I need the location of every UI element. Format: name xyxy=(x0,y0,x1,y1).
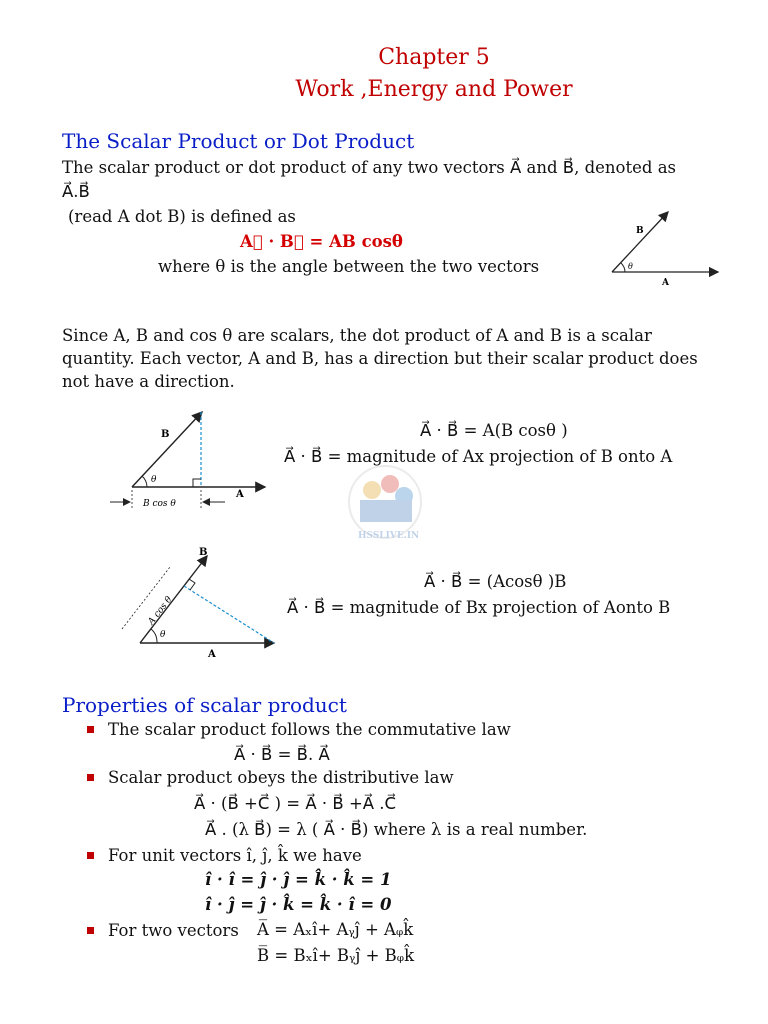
equation-1a: A⃗ · B⃗ = A(B cosθ ) xyxy=(420,421,568,440)
definition-line-3: (read A dot B) is defined as xyxy=(68,207,296,226)
projection-b-onto-a-label-theta: θ xyxy=(151,475,157,485)
property-two-vectors: For two vectors xyxy=(108,921,239,940)
projection-b-onto-a-label-b: B xyxy=(161,429,170,440)
property-commutative: The scalar product follows the commutative law xyxy=(108,720,511,739)
definition-line-4: where θ is the angle between the two vectors xyxy=(158,257,540,276)
property-distributive-equation-1: A⃗ · (B⃗ +C⃗ ) = A⃗ · B⃗ +A⃗ .C⃗ xyxy=(194,794,397,813)
bullet-2 xyxy=(87,774,94,781)
property-commutative-equation: A⃗ · B⃗ = B⃗. A⃗ xyxy=(234,745,330,764)
chapter-title: Chapter 5 xyxy=(378,45,490,70)
definition-line-2: A⃗.B⃗ xyxy=(62,182,90,201)
two-vectors-equation-a: A̅ = Aₓı̂+ Aᵧȷ̂ + Aᵩk̂ xyxy=(257,920,414,939)
section-heading-dot-product: The Scalar Product or Dot Product xyxy=(62,129,415,153)
definition-line-1: The scalar product or dot product of any two vectors A⃗ and B⃗, denoted as xyxy=(62,158,676,177)
angle-diagram-label-theta: θ xyxy=(628,262,633,271)
chapter-subtitle: Work ,Energy and Power xyxy=(295,77,573,102)
unit-vectors-equation-2: ı̂ · ȷ̂ = ȷ̂ · k̂ = k̂ · ı̂ = 0 xyxy=(205,895,392,914)
projection-a-onto-b-label-theta: θ xyxy=(160,630,166,640)
projection-b-onto-a-label-bcos: B cos θ xyxy=(143,499,176,509)
projection-a-onto-b-diagram xyxy=(112,543,282,661)
projection-a-onto-b-label-b: B xyxy=(199,547,208,558)
angle-diagram-label-b: B xyxy=(636,226,644,236)
property-distributive: Scalar product obeys the distributive law xyxy=(108,768,454,787)
bullet-1 xyxy=(87,726,94,733)
scalar-paragraph: Since A, B and cos θ are scalars, the dot product of A and B is a scalar quantity. Each vector, A and B, has a direction but their scalar product does not have a direction. xyxy=(62,326,698,391)
equation-1b: A⃗ · B⃗ = magnitude of Ax projection of B onto A xyxy=(284,447,673,466)
property-distributive-equation-2: A⃗ . (λ B⃗) = λ ( A⃗ · B⃗) where λ is a real number. xyxy=(205,820,588,839)
hsslive-watermark-logo xyxy=(330,462,440,547)
bullet-4 xyxy=(87,927,94,934)
angle-diagram-label-a: A xyxy=(662,278,669,288)
projection-a-onto-b-label-acos: A cos θ xyxy=(146,594,175,627)
equation-2b: A⃗ · B⃗ = magnitude of Bx projection of Aonto B xyxy=(287,598,671,617)
unit-vectors-equation-1: ı̂ · ı̂ = ȷ̂ · ȷ̂ = k̂ · k̂ = 1 xyxy=(205,870,392,889)
dot-product-formula: A⃗ · B⃗ = AB cosθ xyxy=(240,232,403,251)
watermark-text: HSSLIVE.IN xyxy=(358,531,420,541)
two-vectors-equation-b: B̅ = Bₓı̂+ Bᵧȷ̂ + Bᵩk̂ xyxy=(257,946,415,965)
section-heading-properties: Properties of scalar product xyxy=(62,693,347,717)
projection-a-onto-b-label-a: A xyxy=(208,649,216,660)
bullet-3 xyxy=(87,852,94,859)
property-unit-vectors: For unit vectors ı̂, ȷ̂, k̂ we have xyxy=(108,846,362,865)
equation-2a: A⃗ · B⃗ = (Acosθ )B xyxy=(424,572,567,591)
projection-b-onto-a-label-a: A xyxy=(236,489,244,500)
projection-b-onto-a-diagram xyxy=(105,402,275,517)
angle-diagram xyxy=(600,205,725,290)
